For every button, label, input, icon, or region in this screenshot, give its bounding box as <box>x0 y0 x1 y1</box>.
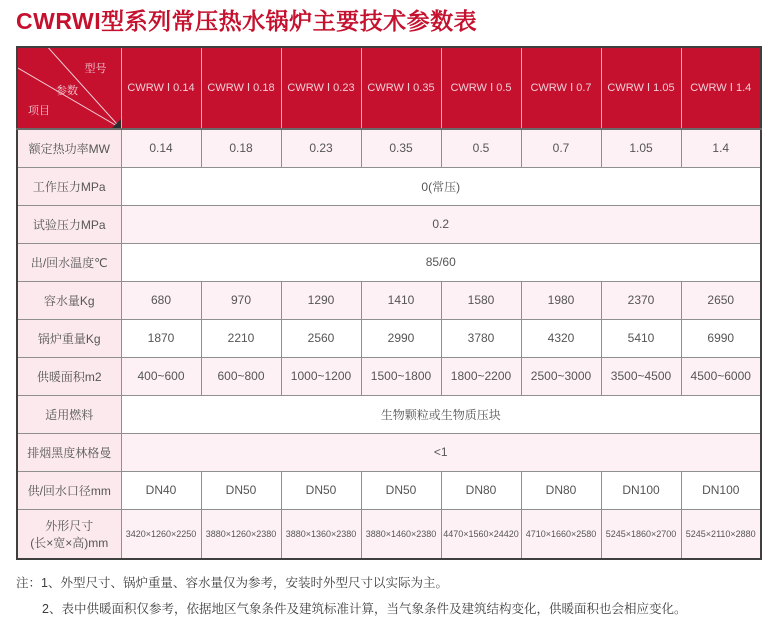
value-cell: DN50 <box>201 471 281 509</box>
value-cell: 1800~2200 <box>441 357 521 395</box>
value-cell: 2560 <box>281 319 361 357</box>
value-cell: 3880×1460×2380 <box>361 509 441 559</box>
table-row <box>17 205 761 243</box>
model-header: CWRW Ⅰ 1.05 <box>601 47 681 129</box>
row-label: 容水量Kg <box>17 281 121 319</box>
value-cell: 0.7 <box>521 129 601 168</box>
value-cell: 0.14 <box>121 129 201 168</box>
params-table <box>16 46 762 560</box>
value-cell: 2370 <box>601 281 681 319</box>
value-cell: 600~800 <box>201 357 281 395</box>
value-cell: DN80 <box>441 471 521 509</box>
value-cell: 3880×1360×2380 <box>281 509 361 559</box>
value-cell: 6990 <box>681 319 761 357</box>
value-cell: 400~600 <box>121 357 201 395</box>
merged-value-cell: 0(常压) <box>121 167 761 205</box>
value-cell: 0.5 <box>441 129 521 168</box>
row-label: 试验压力MPa <box>17 205 121 243</box>
value-cell: 3780 <box>441 319 521 357</box>
corner-arrow-icon <box>112 119 121 128</box>
value-cell: 1500~1800 <box>361 357 441 395</box>
model-header: CWRW Ⅰ 0.7 <box>521 47 601 129</box>
model-header: CWRW Ⅰ 1.4 <box>681 47 761 129</box>
table-row <box>17 471 761 509</box>
table-row <box>17 357 761 395</box>
value-cell: 3880×1260×2380 <box>201 509 281 559</box>
table-row <box>17 433 761 471</box>
table-row <box>17 129 761 168</box>
value-cell: 1870 <box>121 319 201 357</box>
value-cell: 4710×1660×2580 <box>521 509 601 559</box>
value-cell: 4320 <box>521 319 601 357</box>
value-cell: 5245×1860×2700 <box>601 509 681 559</box>
value-cell: DN50 <box>361 471 441 509</box>
value-cell: 2990 <box>361 319 441 357</box>
page-title: CWRWI型系列常压热水锅炉主要技术参数表 <box>16 8 478 34</box>
model-header: CWRW Ⅰ 0.5 <box>441 47 521 129</box>
row-label: 适用燃料 <box>17 395 121 433</box>
value-cell: 0.23 <box>281 129 361 168</box>
value-cell: DN50 <box>281 471 361 509</box>
value-cell: 970 <box>201 281 281 319</box>
value-cell: 1410 <box>361 281 441 319</box>
value-cell: 3500~4500 <box>601 357 681 395</box>
value-cell: DN100 <box>681 471 761 509</box>
merged-value-cell: 生物颗粒或生物质压块 <box>121 395 761 433</box>
footnotes <box>16 571 760 622</box>
value-cell: 2500~3000 <box>521 357 601 395</box>
merged-value-cell: 85/60 <box>121 243 761 281</box>
header-row <box>17 47 761 129</box>
row-label-line2: (长×宽×高)mm <box>30 535 109 550</box>
model-header: CWRW Ⅰ 0.18 <box>201 47 281 129</box>
value-cell: 3420×1260×2250 <box>121 509 201 559</box>
value-cell: DN100 <box>601 471 681 509</box>
value-cell: 5245×2110×2880 <box>681 509 761 559</box>
row-label: 供暖面积m2 <box>17 357 121 395</box>
value-cell: 680 <box>121 281 201 319</box>
row-label <box>17 509 121 559</box>
value-cell: 2210 <box>201 319 281 357</box>
table-row <box>17 509 761 559</box>
row-label: 锅炉重量Kg <box>17 319 121 357</box>
row-label: 供/回水口径mm <box>17 471 121 509</box>
note-line: 2、表中供暖面积仅参考，依据地区气象条件及建筑标准计算，当气象条件及建筑结构变化，供暖面积也会相应变化。 <box>42 601 687 616</box>
value-cell: 1580 <box>441 281 521 319</box>
row-label: 出/回水温度℃ <box>17 243 121 281</box>
value-cell: 1290 <box>281 281 361 319</box>
merged-value-cell: 0.2 <box>121 205 761 243</box>
row-label-line1: 外形尺寸 <box>45 518 94 533</box>
corner-label-param: 参数 <box>56 84 78 97</box>
value-cell: DN80 <box>521 471 601 509</box>
corner-cell <box>17 47 121 129</box>
value-cell: 0.35 <box>361 129 441 168</box>
value-cell: 5410 <box>601 319 681 357</box>
note-line: 注：1、外型尺寸、锅炉重量、容水量仅为参考，安装时外型尺寸以实际为主。 <box>16 575 448 590</box>
row-label: 排烟黑度林格曼 <box>17 433 121 471</box>
row-label: 工作压力MPa <box>17 167 121 205</box>
value-cell: 4470×1560×24420 <box>441 509 521 559</box>
table-row <box>17 167 761 205</box>
value-cell: 4500~6000 <box>681 357 761 395</box>
value-cell: DN40 <box>121 471 201 509</box>
model-header: CWRW Ⅰ 0.35 <box>361 47 441 129</box>
model-header: CWRW Ⅰ 0.23 <box>281 47 361 129</box>
table-row <box>17 395 761 433</box>
merged-value-cell: <1 <box>121 433 761 471</box>
value-cell: 1.05 <box>601 129 681 168</box>
value-cell: 1000~1200 <box>281 357 361 395</box>
table-row <box>17 281 761 319</box>
value-cell: 1980 <box>521 281 601 319</box>
table-row <box>17 243 761 281</box>
value-cell: 2650 <box>681 281 761 319</box>
value-cell: 0.18 <box>201 129 281 168</box>
corner-label-item: 项目 <box>28 104 50 117</box>
table-row <box>17 319 761 357</box>
row-label: 额定热功率MW <box>17 129 121 168</box>
corner-label-model: 型号 <box>84 62 107 75</box>
value-cell: 1.4 <box>681 129 761 168</box>
model-header: CWRW Ⅰ 0.14 <box>121 47 201 129</box>
